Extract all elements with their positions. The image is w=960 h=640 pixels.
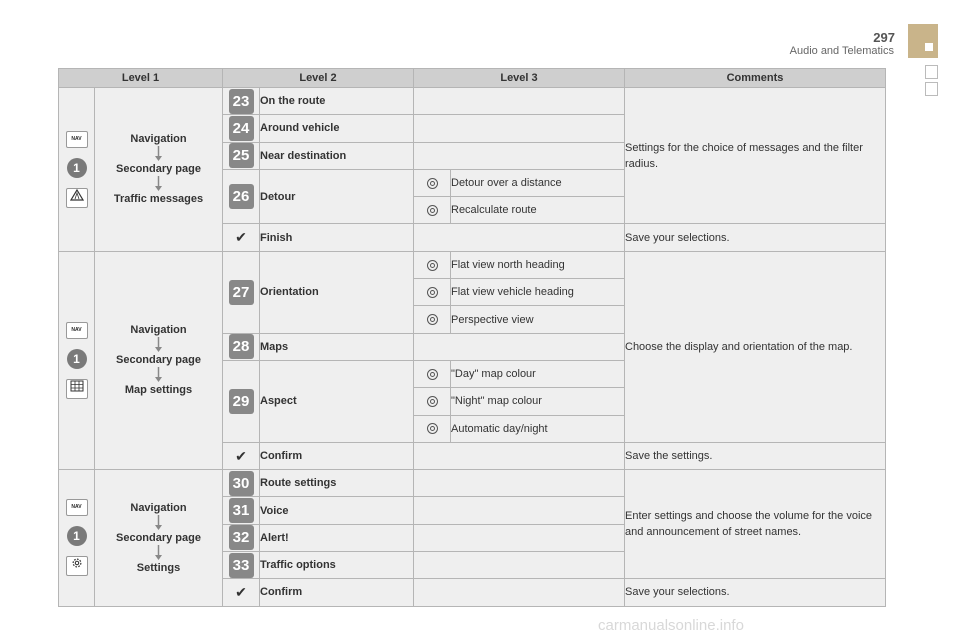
level-3-label: Detour over a distance: [451, 169, 625, 196]
level-3-label: "Night" map colour: [451, 388, 625, 415]
path-label: Navigation: [130, 324, 187, 337]
level-3-label: Automatic day/night: [451, 415, 625, 442]
option-radio-icon: [427, 423, 438, 434]
item-number-cell: [223, 497, 260, 524]
item-number-cell: [223, 115, 260, 142]
level-2-label: Maps: [260, 333, 414, 360]
level-2-label: Orientation: [260, 251, 414, 333]
option-icon-cell: [414, 415, 451, 442]
chapter-tab-outline: [925, 82, 938, 96]
option-icon-cell: [414, 197, 451, 224]
option-icon-cell: [414, 279, 451, 306]
table-row: [59, 251, 886, 278]
path-label: Settings: [136, 561, 181, 574]
item-number-cell: [223, 360, 260, 442]
path-label: Secondary page: [116, 163, 201, 176]
item-number-cell: [223, 142, 260, 169]
chapter-tab: [908, 24, 938, 58]
option-radio-icon: [427, 178, 438, 189]
path-label: Navigation: [130, 501, 187, 514]
level-1-path: [95, 88, 223, 252]
option-radio-icon: [427, 396, 438, 407]
item-number-badge: 27: [229, 280, 254, 305]
level-3-label: Perspective view: [451, 306, 625, 333]
path-label: Navigation: [130, 133, 187, 146]
table-row: [59, 88, 886, 115]
option-radio-icon: [427, 205, 438, 216]
nav-button-icon: NAV: [66, 499, 88, 516]
level-3-empty: [414, 552, 625, 579]
level-3-label: "Day" map colour: [451, 360, 625, 387]
section-title: Audio and Telematics: [789, 45, 894, 57]
level-2-label: Confirm: [260, 442, 414, 469]
item-number-cell: [223, 470, 260, 497]
check-icon: ✔: [235, 229, 247, 246]
level-2-label: Voice: [260, 497, 414, 524]
item-number-badge: 29: [229, 389, 254, 414]
level-2-label: On the route: [260, 88, 414, 115]
traffic-warning-icon: [66, 188, 88, 208]
level-2-label: Finish: [260, 224, 414, 251]
level-2-label: Aspect: [260, 360, 414, 442]
header-level-3: Level 3: [414, 69, 625, 88]
option-radio-icon: [427, 287, 438, 298]
page-number: 297: [873, 30, 895, 45]
item-number-badge: 25: [229, 143, 254, 168]
level-1-icons: [59, 470, 95, 606]
item-number-badge: 23: [229, 89, 254, 114]
down-arrow-icon: [95, 337, 222, 353]
option-icon-cell: [414, 388, 451, 415]
level-2-label: Detour: [260, 169, 414, 224]
level-1-path: [95, 470, 223, 606]
path-label: Secondary page: [116, 531, 201, 544]
level-3-label: Flat view north heading: [451, 251, 625, 278]
nav-button-icon: NAV: [66, 131, 88, 148]
level-3-empty: [414, 470, 625, 497]
step-number-badge: 1: [67, 349, 87, 369]
table-row: [59, 470, 886, 497]
level-2-label: Around vehicle: [260, 115, 414, 142]
down-arrow-icon: [95, 146, 222, 162]
item-number-cell: [223, 88, 260, 115]
level-3-empty: [414, 497, 625, 524]
check-icon: ✔: [235, 583, 247, 600]
path-label: Traffic messages: [113, 193, 204, 206]
confirm-comment-text: Save your selections.: [625, 224, 886, 251]
option-icon-cell: [414, 360, 451, 387]
confirm-comment-text: Save your selections.: [625, 579, 886, 606]
item-number-badge: 26: [229, 184, 254, 209]
option-icon-cell: [414, 306, 451, 333]
option-icon-cell: [414, 169, 451, 196]
item-number-badge: 30: [229, 471, 254, 496]
level-2-label: Confirm: [260, 579, 414, 606]
path-label: Map settings: [124, 384, 193, 397]
item-number-badge: 28: [229, 334, 254, 359]
confirm-check-cell: [223, 442, 260, 469]
level-3-empty: [414, 442, 625, 469]
settings-gear-icon: [66, 556, 88, 576]
item-number-cell: [223, 524, 260, 551]
step-number-badge: 1: [67, 526, 87, 546]
level-1-path: [95, 251, 223, 469]
header-level-1: Level 1: [59, 69, 223, 88]
level-1-icons: [59, 251, 95, 469]
level-2-label: Alert!: [260, 524, 414, 551]
level-2-label: Route settings: [260, 470, 414, 497]
table-header-row: [59, 69, 886, 88]
level-3-empty: [414, 524, 625, 551]
level-2-label: Traffic options: [260, 552, 414, 579]
watermark: carmanualsonline.info: [598, 617, 744, 634]
comment-text: Choose the display and orientation of the map.: [625, 251, 886, 442]
level-3-label: Flat view vehicle heading: [451, 279, 625, 306]
path-label: Secondary page: [116, 354, 201, 367]
confirm-comment-text: Save the settings.: [625, 442, 886, 469]
header-comments: Comments: [625, 69, 886, 88]
header-level-2: Level 2: [223, 69, 414, 88]
option-radio-icon: [427, 369, 438, 380]
level-3-empty: [414, 579, 625, 606]
comment-text: Settings for the choice of messages and the filter radius.: [625, 88, 886, 224]
option-icon-cell: [414, 251, 451, 278]
item-number-badge: 32: [229, 525, 254, 550]
option-radio-icon: [427, 260, 438, 271]
level-3-empty: [414, 224, 625, 251]
down-arrow-icon: [95, 545, 222, 561]
level-3-empty: [414, 333, 625, 360]
item-number-cell: [223, 169, 260, 224]
item-number-badge: 33: [229, 553, 254, 578]
item-number-badge: 24: [229, 116, 254, 141]
down-arrow-icon: [95, 176, 222, 192]
settings-table: [58, 68, 886, 607]
item-number-cell: [223, 552, 260, 579]
check-icon: ✔: [235, 447, 247, 464]
down-arrow-icon: [95, 367, 222, 383]
comment-text: Enter settings and choose the volume for the voice and announcement of street names.: [625, 470, 886, 579]
nav-button-icon: NAV: [66, 322, 88, 339]
level-3-empty: [414, 115, 625, 142]
item-number-cell: [223, 333, 260, 360]
level-3-empty: [414, 88, 625, 115]
option-radio-icon: [427, 314, 438, 325]
chapter-tab-outline: [925, 65, 938, 79]
map-grid-icon: [66, 379, 88, 399]
item-number-cell: [223, 251, 260, 333]
down-arrow-icon: [95, 515, 222, 531]
level-1-icons: [59, 88, 95, 252]
item-number-badge: 31: [229, 498, 254, 523]
level-2-label: Near destination: [260, 142, 414, 169]
confirm-check-cell: [223, 224, 260, 251]
step-number-badge: 1: [67, 158, 87, 178]
confirm-check-cell: [223, 579, 260, 606]
level-3-empty: [414, 142, 625, 169]
level-3-label: Recalculate route: [451, 197, 625, 224]
